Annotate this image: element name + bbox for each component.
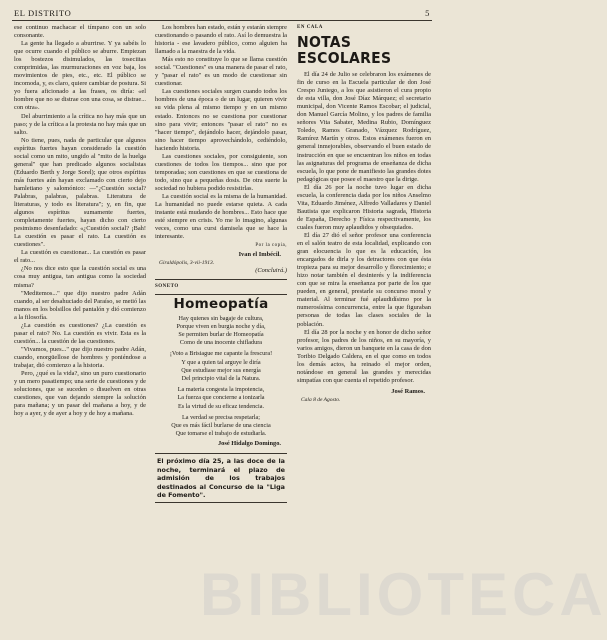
- paragraph: Pero, ¿qué es la vida?, sino un puro cuestionario y un mero pasatiempo; una serie de cuestiones y de soluciones, que se suceden o disuelven en otras cuestiones, que van dejando siempre la solución para mañana; y un pasar del mañana a hoy, y de hoy a ayer, y de ayer a hoy y de hoy a mañana.: [14, 370, 146, 418]
- poem-line: Que tomarse el trabajo de estudiarla.: [175, 430, 267, 438]
- paragraph: No tiene, pues, nada de particular que algunos espíritus fuertes hayan considerado la cuestión social como un mito, ungido al "mito de la huelga general" que han predicado algunos socialistas (Eduardo Berth y Jorge Sorel); que otros espíritus más fuertes aún hayan exclamado con cierto dejo hamletiano y salomónico: —"¿Cuestión social? Palabras, palabras, palabras. Literatura de literaturas, y todo es literatura"; y, en fin, que algunos espíritus sumamente fuertes, completamente fuertes, hayan dicho con cierto pesimismo desenfadado: «¿Cuestión social? ¡Bah! La cuestión es pasar el rato. La cuestión es cuestiones".: [14, 136, 146, 249]
- column-3: [297, 24, 431, 404]
- divider: [155, 279, 287, 280]
- paragraph: La gente ha llegado a aburrirse. Y ya sabéis lo que ocurre cuando el público se aburre. Empiezan los bostezos disimulados, las toseciitas comprimidas, las murmuraciones en voz baja, los movimientos de pies, etc., etc. El público se incomoda, y, es claro, quiere cambiar de postura. Si yo fuera aficionado a las frases, os diría: «el hombre que no se distrae con una cosa, se distrae... con otra».: [14, 40, 146, 112]
- sonnet-label: SONETO: [155, 284, 179, 290]
- article-title: NOTAS ESCOLARES: [297, 33, 392, 68]
- column-1: [14, 24, 146, 418]
- paragraph: ¿La cuestión es cuestiones? ¿La cuestión es pasar el rato? No. La cuestión es vivir. Esta es la cuestión... la cuestión de las cuestiones.: [14, 321, 146, 345]
- section-label: EN CALA: [297, 25, 323, 30]
- poem-body: [155, 315, 287, 439]
- poem-line: La verdad se precisa respetarla;: [182, 413, 260, 421]
- paragraph: El día 26 por la noche tuvo lugar en dicha escuela, la conferencia dada por los niños Anselmo Vita, Eduardo Jiménez, Alfredo Valladares y Daniel Bautista que explicaron Historia sagrada, Historia de España, Derecho y Física respectivamente, los cuales fueron muy aplaudidos y obsequiados.: [297, 183, 431, 231]
- paragraph: Más esto no constituye lo que se llama cuestión social. "Cuestiones" es una manera de pasar el rato, y "pasar el rato" es un modo de cuestionar sin cuestionar.: [155, 56, 287, 88]
- poem-line: Del principio vital de la Natura.: [181, 374, 261, 382]
- paragraph: El día 27 dió el señor profesor una conferencia en el salón teatro de esta localidad, explicando con gran elocuencia lo que es la educación, los encargados de dirla y los detractores con que ésta tropieza para su mejor desarrollo y florecimiento; e hizo notar también el desinterés y la indiferencia con que se mira la enseñanza por parte de los que pueden, en general, prestarle su concurso moral y material. Al terminar fué aplaudidísimo por la numerosísima concurrencia, entre la que figuraban personas de todas las clases sociales de la población.: [297, 231, 431, 328]
- poem-line: Hay quienes sin bagaje de cultura,: [178, 314, 264, 322]
- paragraph: ¿No nos dice esto que la cuestión social es una cosa muy antigua, tan antigua como la sociedad misma?: [14, 265, 146, 289]
- place-date: Cala 8 de Agosto.: [301, 396, 341, 403]
- poem-title: Homeopatía: [173, 295, 269, 312]
- paragraph: "Vivamos, pues..." que dijo nuestro padre Adán, cuando, enorgüellose de hombres y poniéndose a trabajar, dió comienzo a la historia.: [14, 345, 146, 369]
- article-signature: José Ramos.: [391, 387, 425, 395]
- paragraph: El día 24 de Julio se celebraron los exámenes de fin de curso en la Escuela particular de don José Crespo Juniego, a los que asistieron el cura propio de esta villa, don José Díaz Márquez; el secretario municipal, don Vicente Ramos Escobar; el judicial, don Manuel García Molino, y los padres de familia señores Vita Sabater, Medina Rubio, Domínguez Toledo, Ramos Granado, Vázquez Rodríguez, Ramírez Martín y otros. Estos exámenes fueron en general inmejorables, observando el buen estado de instrucción en que se encuentran los niños en todas las asignaturas del programa de enseñanza de dicha escuela, lo que pone de manifiesto las grandes dotes pedagógicas que posee el maestro que la dirige.: [297, 71, 431, 183]
- paragraph: Los hombres han estado, están y estarán siempre cuestionando o pasando el rato. Así lo demuestra la historia - ese lavadero público, como alguien ha llamado a la maestra de la vida.: [155, 24, 287, 56]
- poem-line: Se permiten burlar de Homeopatía: [178, 330, 264, 338]
- divider: [155, 294, 287, 295]
- publication-name: EL DISTRITO: [14, 8, 72, 18]
- poem-line: Que es más fácil burlarse de una ciencia: [171, 421, 271, 429]
- library-watermark: BIBLIOTECA: [200, 561, 607, 628]
- pen-note: Por la copia,: [255, 243, 287, 249]
- place-date: Giraldópolis, 3-vii-1913.: [159, 260, 215, 267]
- contest-notice: El próximo día 25, a las doce de la noche, terminará el plazo de admisión de los trabajos destinados al Concurso de la "Liga de Fomento".: [155, 453, 287, 503]
- poem-line: La fuerza que concierne a ionizarla: [177, 394, 265, 402]
- poem-line: Porque viven en burgia noche y día,: [176, 322, 266, 330]
- paragraph: La cuestión social es la misma de la humanidad. La humanidad no puede estarse quieta. A cada instante está mudando de hombres... Esto hace que esté siempre en crisis. Yo me lo imagino, algunas veces, como una cursi damisela que se hace la interesante.: [155, 192, 287, 241]
- poem-line: La materia congesta la impotencia,: [177, 386, 265, 394]
- poem-line: Es la virtud de su eficaz tendencia.: [177, 402, 265, 410]
- poem-author: José Hidalgo Domingo.: [217, 440, 281, 448]
- paragraph: El día 28 por la noche y en honor de dicho señor profesor, los padres de los niños, en su mayoría, y varios amigos, dieron un banquete en la casa de don Toribio Delgado Caldera, en el que como en todos los demás actos, ha reinado el mejor orden, notándose en general las grandes y merecidas simpatías con que cuenta el repetido profesor.: [297, 328, 431, 384]
- paragraph: Las cuestiones sociales, por consiguiente, son cuestiones de todos los tiempos... sino que por temporadas; son cuestiones en que se cuestiona de todo, sino que a pequeñas dosis. De otra suerte la sociedad no hubiera podido resistirlas.: [155, 152, 287, 192]
- poem-line: Como de una inocente chifladura: [179, 339, 263, 347]
- paragraph: Las cuestiones sociales surgen cuando todos los hombres de una época o de un lugar, quieren vivir su vida plena al mismo tiempo y en un mismo estado. Entonces no se cuestiona por cuestionar sino para vivir; entonces "pasar el rato" no es "hacer tiempo", dejándolo hacer, dejándolo pasar, sino hacer tiempo aprovechándolo, cediéndolo, haciendo historia.: [155, 88, 287, 152]
- paragraph: La cuestión es cuestionar... La cuestión es pasar el rato...: [14, 249, 146, 265]
- to-be-continued: (Concluirá.): [255, 267, 287, 275]
- poem-line: ¡Voto a Brisiague me capante la frescura!: [169, 350, 273, 358]
- paragraph: Del aburrimiento a la crítica no hay más que un paso; y de la crítica a la protesta no hay más que un salto.: [14, 112, 146, 136]
- newspaper-page: [12, 8, 432, 634]
- article-signature: Ivan el Imbécil.: [238, 251, 281, 259]
- page-number: 5: [425, 8, 430, 18]
- paragraph: "Meditemos..." que dijo nuestro padre Adán cuando, al ser desahuciado del Paraíso, se metió las manos en los bolsillos del pantalón y dió comienzo a la filosofía.: [14, 289, 146, 321]
- poem-line: Que estudiase mejor sus energía: [181, 366, 261, 374]
- page-header: [12, 8, 432, 21]
- column-2: [155, 24, 287, 503]
- paragraph: ese continuo machacar el tímpano con un solo consonante.: [14, 24, 146, 40]
- poem-line: Y que a quien tal arguye le diría: [181, 358, 261, 366]
